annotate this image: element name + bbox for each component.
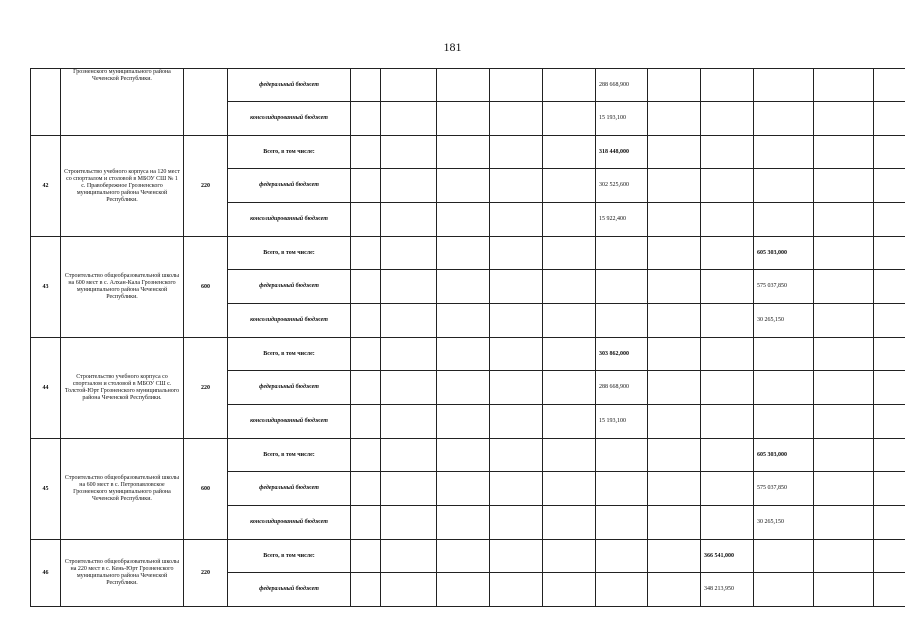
funding-label-total: Всего, в том числе: xyxy=(228,439,351,472)
funding-label-consolidated: консолидированный бюджет xyxy=(228,506,351,540)
seat-count: 220 xyxy=(184,338,228,439)
funding-label-federal: федеральный бюджет xyxy=(228,69,351,102)
value-cell: 575 037,850 xyxy=(754,472,814,506)
project-title: Строительство учебного корпуса со спортзалом и столовой в МБОУ СШ с. Толстой-Юрт Грозненского муниципального района Чеченской Республики. xyxy=(61,338,184,439)
table-row xyxy=(31,237,905,270)
funding-label-consolidated: консолидированный бюджет xyxy=(228,102,351,136)
value-cell: 366 541,000 xyxy=(701,540,754,573)
seat-count: 600 xyxy=(184,439,228,540)
seat-count: 220 xyxy=(184,136,228,237)
value-cell: 15 922,400 xyxy=(596,203,648,237)
funding-label-consolidated: консолидированный бюджет xyxy=(228,203,351,237)
table-row xyxy=(31,69,905,102)
value-cell: 15 193,100 xyxy=(596,405,648,439)
value-cell: 318 448,000 xyxy=(596,136,648,169)
seat-count: 220 xyxy=(184,540,228,607)
project-title: Строительство общеобразовательной школы на 220 мест в с. Кень-Юрт Грозненского муниципального района Чеченской Республики. xyxy=(61,540,184,607)
value-cell: 303 862,000 xyxy=(596,338,648,371)
funding-label-federal: федеральный бюджет xyxy=(228,472,351,506)
page-number: 181 xyxy=(443,40,462,54)
value-cell: 30 265,150 xyxy=(754,506,814,540)
funding-label-total: Всего, в том числе: xyxy=(228,237,351,270)
row-number: 46 xyxy=(31,540,61,607)
funding-label-total: Всего, в том числе: xyxy=(228,540,351,573)
value-cell: 575 037,850 xyxy=(754,270,814,304)
project-title: Строительство учебного корпуса на 120 мест со спортзалом и столовой в МБОУ СШ № 1 с. Правобережное Грозненского муниципального района Чеченской Республики. xyxy=(61,136,184,237)
value-cell: 348 213,950 xyxy=(701,573,754,607)
budget-table xyxy=(30,68,905,607)
project-title: Строительство общеобразовательной школы на 600 мест в с. Петропавловское Грозненского муниципального района Чеченской Республики. xyxy=(61,439,184,540)
table-row xyxy=(31,439,905,472)
row-number: 45 xyxy=(31,439,61,540)
funding-label-consolidated: консолидированный бюджет xyxy=(228,304,351,338)
row-number: 43 xyxy=(31,237,61,338)
value-cell: 302 525,600 xyxy=(596,169,648,203)
row-number: 42 xyxy=(31,136,61,237)
funding-label-federal: федеральный бюджет xyxy=(228,169,351,203)
value-cell: 288 668,900 xyxy=(596,69,648,102)
funding-label-federal: федеральный бюджет xyxy=(228,270,351,304)
funding-label-federal: федеральный бюджет xyxy=(228,371,351,405)
table-row xyxy=(31,338,905,371)
value-cell: 30 265,150 xyxy=(754,304,814,338)
value-cell: 605 303,000 xyxy=(754,237,814,270)
value-cell: 605 303,000 xyxy=(754,439,814,472)
seat-count: 600 xyxy=(184,237,228,338)
value-cell: 15 193,100 xyxy=(596,102,648,136)
table-row xyxy=(31,136,905,169)
funding-label-total: Всего, в том числе: xyxy=(228,136,351,169)
funding-label-consolidated: консолидированный бюджет xyxy=(228,405,351,439)
value-cell: 288 668,900 xyxy=(596,371,648,405)
row-number: 44 xyxy=(31,338,61,439)
project-title: Строительство общеобразовательной школы на 600 мест в с. Алхан-Кала Грозненского муниципального района Чеченской Республики. xyxy=(61,237,184,338)
table-row xyxy=(31,540,905,573)
funding-label-total: Всего, в том числе: xyxy=(228,338,351,371)
funding-label-federal: федеральный бюджет xyxy=(228,573,351,607)
project-title: Грозненского муниципального района Чеченской Республики. xyxy=(61,69,184,136)
